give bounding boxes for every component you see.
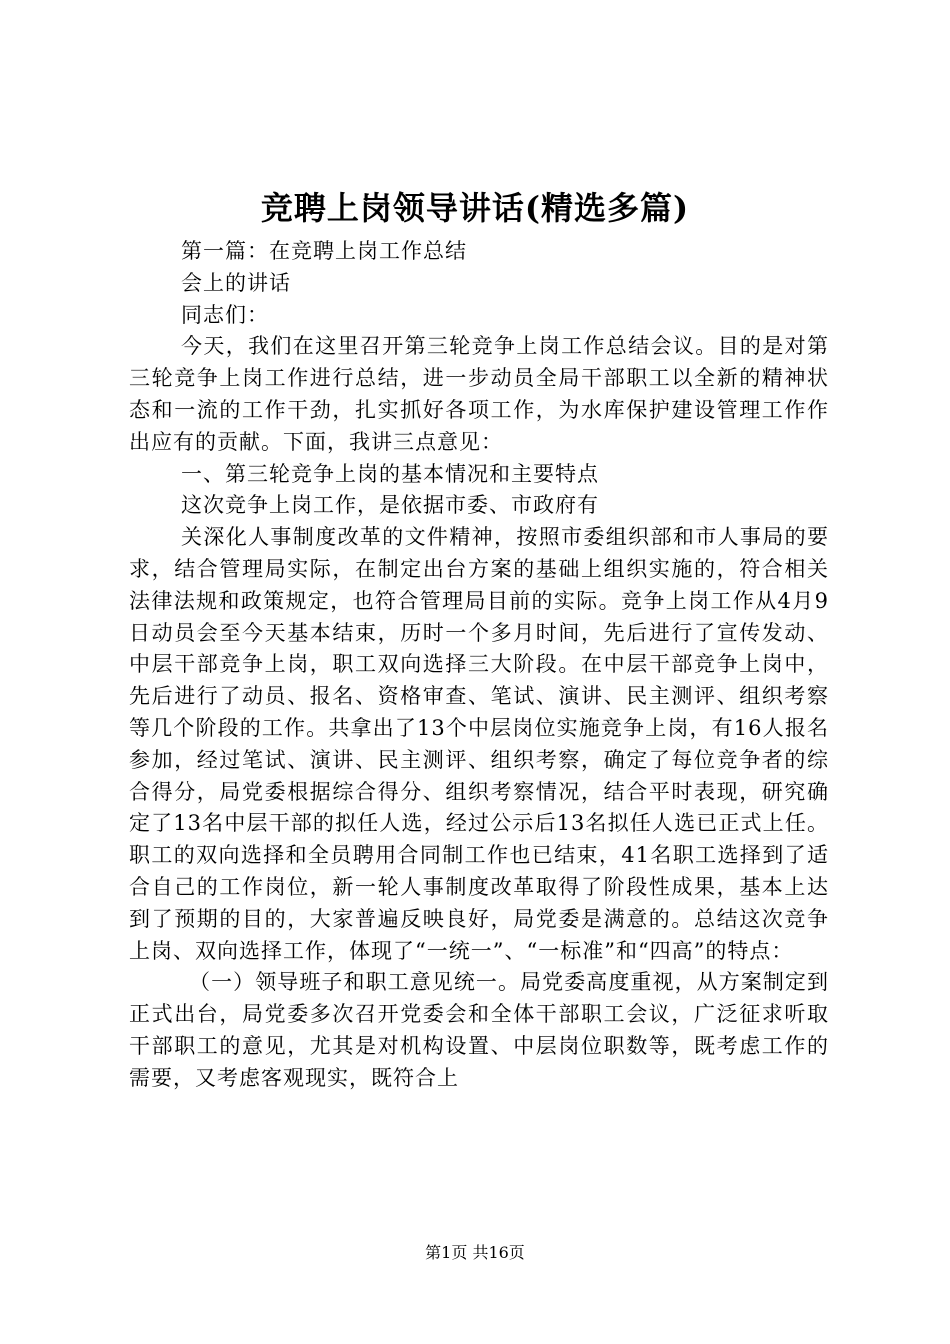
document-title: 竞聘上岗领导讲话(精选多篇) — [260, 189, 690, 227]
section-heading-continued: 会上的讲话 — [181, 270, 291, 295]
paragraph-point-one: （一）领导班子和职工意见统一。局党委高度重视，从方案制定到正式出台，局党委多次召开党委会和全体干部职工会议，广泛征求听取干部职工的意见，尤其是对机构设置、中层岗位职数等，既考虑工作的需要，又考虑客观现实，既符合上 — [129, 970, 829, 1090]
section-heading: 第一篇：在竞聘上岗工作总结 — [181, 239, 467, 263]
document-body — [129, 236, 829, 1095]
paragraph-body: 关深化人事制度改革的文件精神，按照市委组织部和市人事局的要求，结合管理局实际，在制定出台方案的基础上组织实施的，符合相关法律法规和政策规定，也符合管理局目前的实际。竞争上岗工作从4月9日动员会至今天基本结束，历时一个多月时间，先后进行了宣传发动、中层干部竞争上岗，职工双向选择三大阶段。在中层干部竞争上岗中，先后进行了动员、报名、资格审查、笔试、演讲、民主测评、组织考察等几个阶段的工作。共拿出了13个中层岗位实施竞争上岗，有16人报名参加，经过笔试、演讲、民主测评、组织考察，确定了每位竞争者的综合得分，局党委根据综合得分、组织考察情况，结合平时表现，研究确定了13名中层干部的拟任人选，经过公示后13名拟任人选已正式上任。职工的双向选择和全员聘用合同制工作也已结束，41名职工选择到了适合自己的工作岗位，新一轮人事制度改革取得了阶段性成果，基本上达到了预期的目的，大家普遍反映良好，局党委是满意的。总结这次竞争上岗、双向选择工作，体现了“一统一”、“一标准”和“四高”的特点： — [129, 525, 829, 963]
page-footer: 第1页 共16页 — [425, 1243, 525, 1262]
paragraph-intro: 今天，我们在这里召开第三轮竞争上岗工作总结会议。目的是对第三轮竞争上岗工作进行总结，进一步动员全局干部职工以全新的精神状态和一流的工作干劲，扎实抓好各项工作，为水库保护建设管理工作作出应有的贡献。下面，我讲三点意见： — [129, 334, 829, 454]
salutation: 同志们： — [181, 302, 269, 327]
subsection-heading: 一、第三轮竞争上岗的基本情况和主要特点 — [181, 461, 599, 486]
paragraph-line: 这次竞争上岗工作，是依据市委、市政府有 — [181, 493, 599, 518]
